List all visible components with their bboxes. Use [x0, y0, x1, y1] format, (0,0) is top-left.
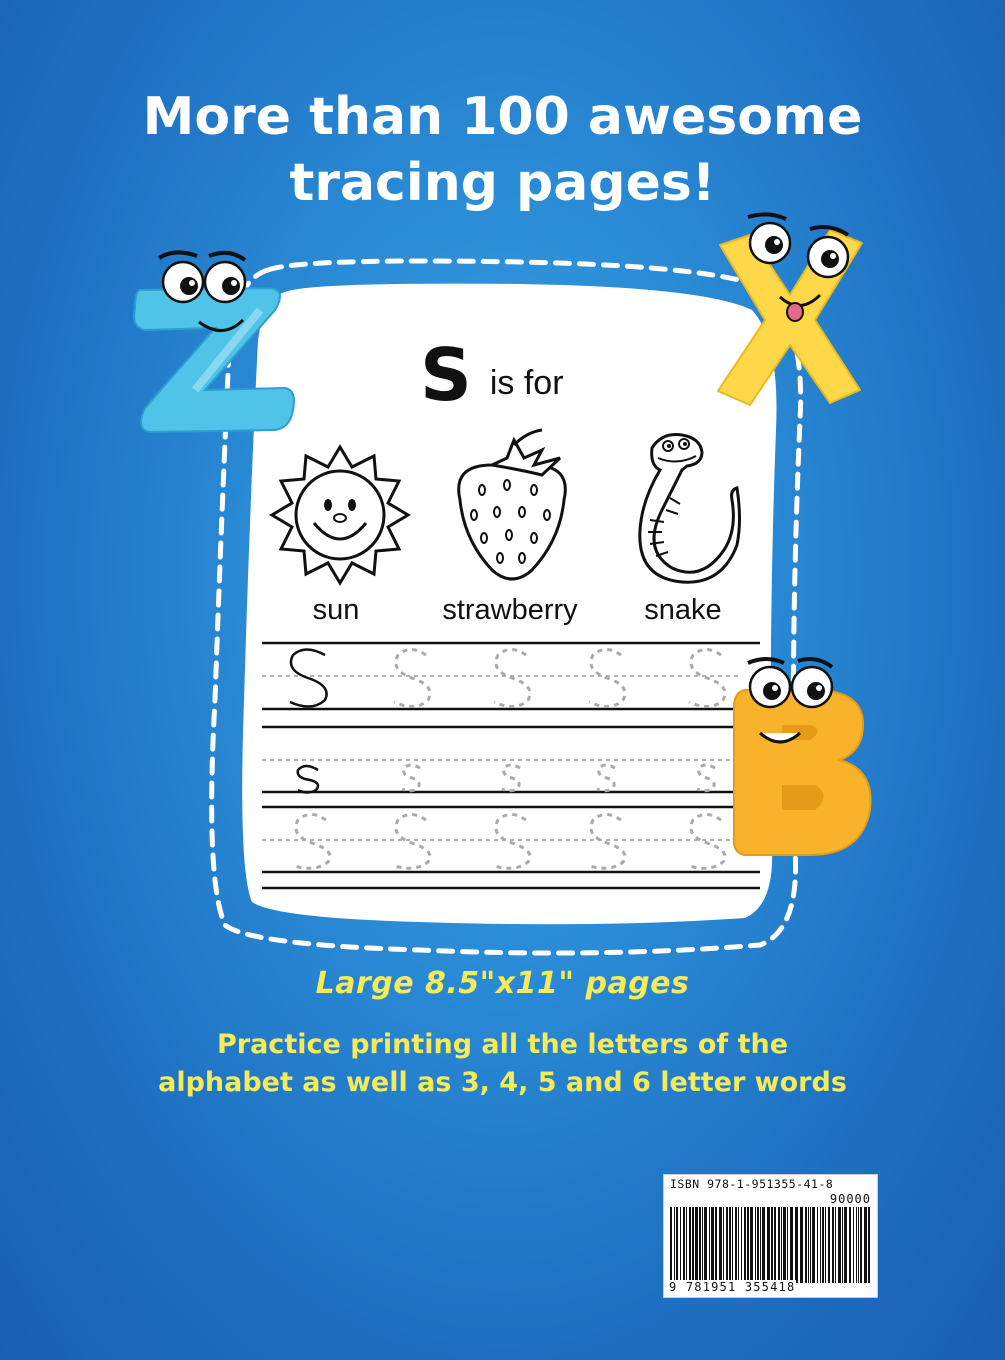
practice-line-1: Practice printing all the letters of the	[216, 1029, 789, 1060]
barcode-bar	[828, 1207, 830, 1283]
isbn-number: ISBN 978-1-951355-41-8	[670, 1177, 834, 1191]
barcode-bar	[795, 1207, 798, 1283]
practice-description	[0, 1026, 1005, 1102]
card-title	[420, 333, 564, 417]
barcode-bar	[844, 1207, 847, 1283]
barcode-bar	[755, 1207, 756, 1283]
barcode-bar	[860, 1207, 862, 1283]
word-sun: sun	[312, 594, 360, 626]
barcode-bar	[729, 1207, 731, 1283]
barcode-bar	[683, 1207, 685, 1283]
barcode-bar	[767, 1207, 770, 1283]
barcode-bar	[719, 1207, 722, 1283]
barcode-bar	[680, 1207, 681, 1283]
barcode-bar	[805, 1207, 807, 1283]
barcode-bar	[741, 1207, 742, 1283]
barcode-bar	[686, 1207, 687, 1283]
barcode-bar	[832, 1207, 834, 1283]
barcode-bar	[774, 1207, 776, 1283]
barcode-bar	[760, 1207, 761, 1283]
large-pages-label: Large 8.5"x11" pages	[315, 966, 690, 1001]
barcode-bar	[820, 1207, 821, 1283]
barcode-bar	[856, 1207, 857, 1283]
barcode-bar	[778, 1207, 780, 1283]
barcode-bar	[726, 1207, 728, 1283]
word-strawberry: strawberry	[442, 594, 578, 626]
headline-line-1: More than 100 awesome	[142, 87, 863, 147]
barcode-bar	[702, 1207, 703, 1283]
barcode-bar	[738, 1207, 739, 1283]
barcode-bar	[762, 1207, 765, 1283]
barcode-bar	[853, 1207, 854, 1283]
barcode-bar	[711, 1207, 714, 1283]
barcode-bar	[735, 1207, 737, 1283]
barcode-bar	[842, 1207, 843, 1283]
featured-letter: S	[420, 333, 472, 417]
barcode-bar	[771, 1207, 773, 1283]
barcode-bar	[808, 1207, 809, 1283]
barcode-bar	[868, 1207, 870, 1283]
barcode-bar	[723, 1207, 724, 1283]
barcode-bar	[676, 1207, 678, 1283]
barcode-bar	[704, 1207, 707, 1283]
barcode-bar	[858, 1207, 859, 1283]
barcode-bar	[709, 1207, 710, 1283]
barcode-bar	[838, 1207, 841, 1283]
barcode-bar	[812, 1207, 815, 1283]
ean-number: 9 781951 355418	[669, 1280, 796, 1294]
barcode-bar	[732, 1207, 733, 1283]
barcode-bar	[744, 1207, 746, 1283]
barcode-bar	[757, 1207, 759, 1283]
barcode-bar	[822, 1207, 824, 1283]
word-snake: snake	[644, 594, 722, 626]
barcode-bar	[835, 1207, 836, 1283]
barcode-bar	[670, 1207, 672, 1283]
barcode-bar	[781, 1207, 782, 1283]
barcode-bar	[849, 1207, 851, 1283]
letter-b-character	[734, 659, 871, 855]
practice-line-2: alphabet as well as 3, 4, 5 and 6 letter words	[158, 1067, 847, 1098]
barcode-bar	[783, 1207, 786, 1283]
barcode-bar	[787, 1207, 788, 1283]
headline-line-2: tracing pages!	[289, 153, 716, 213]
barcode-bar	[674, 1207, 675, 1283]
barcode-bar	[810, 1207, 811, 1283]
barcode-bar	[864, 1207, 867, 1283]
barcode-bar	[825, 1207, 826, 1283]
barcode-bar	[750, 1207, 753, 1283]
is-for-label: is for	[489, 364, 564, 402]
barcode-addon: 90000	[829, 1192, 871, 1206]
barcode-bar	[715, 1207, 717, 1283]
barcode-bar	[689, 1207, 691, 1283]
barcode-bar	[692, 1207, 694, 1283]
barcode-bars	[670, 1207, 874, 1283]
barcode-bar	[747, 1207, 749, 1283]
barcode-bar	[790, 1207, 793, 1283]
isbn-barcode	[663, 1174, 878, 1298]
barcode-bar	[817, 1207, 818, 1283]
barcode-bar	[800, 1207, 803, 1283]
barcode-bar	[695, 1207, 698, 1283]
barcode-bar	[699, 1207, 701, 1283]
